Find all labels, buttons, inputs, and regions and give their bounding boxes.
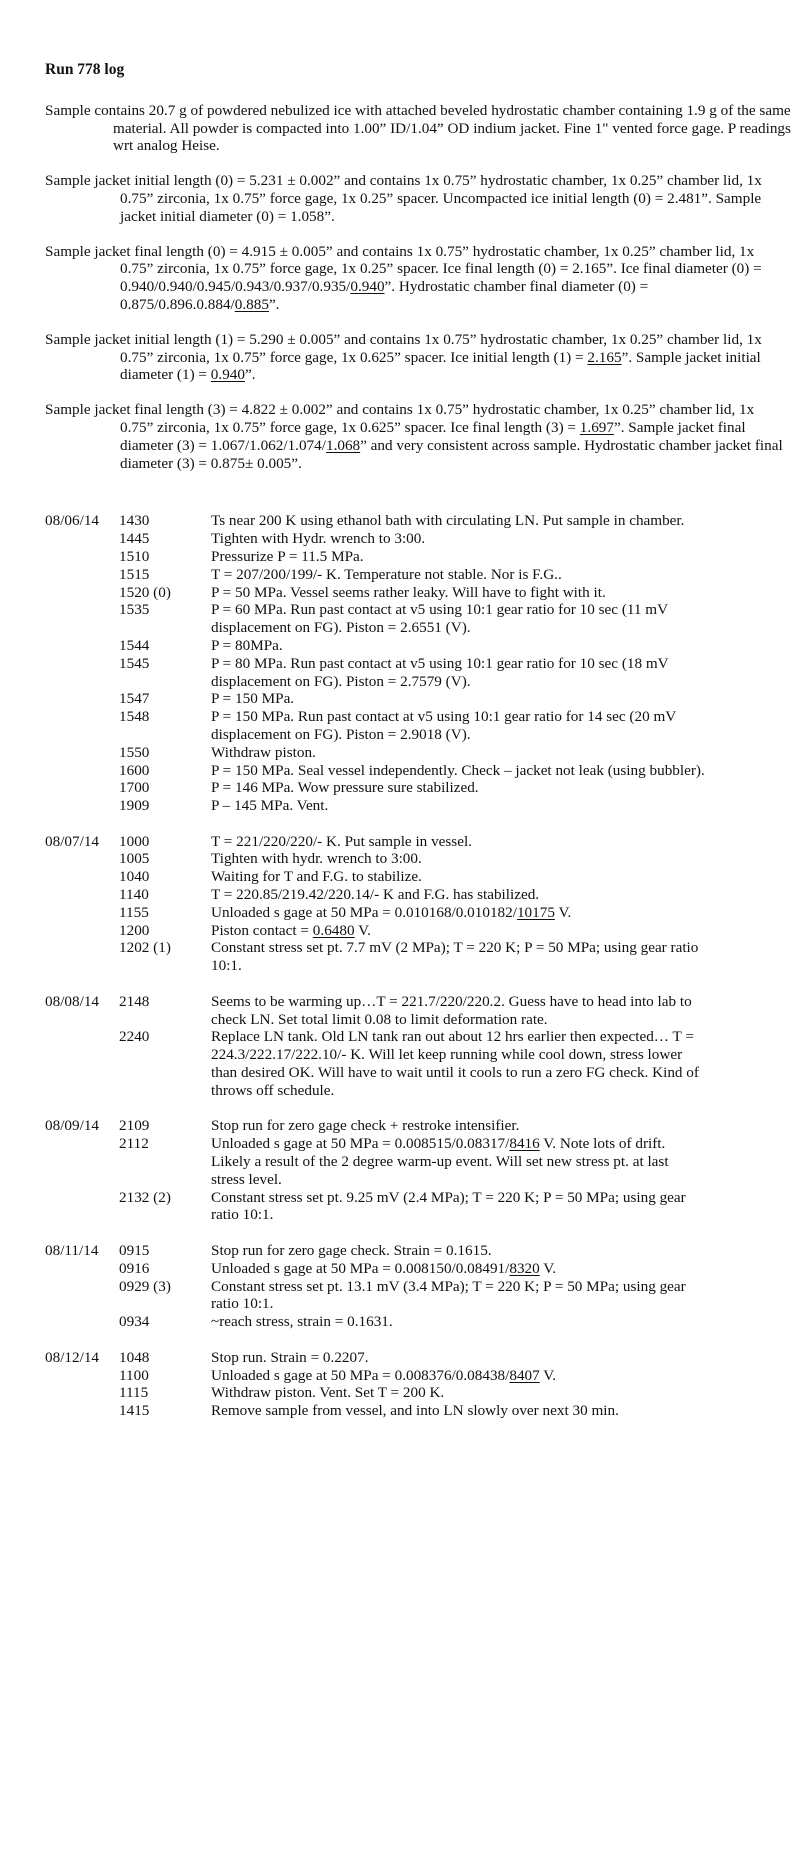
log-text bbox=[211, 1028, 706, 1099]
log-text bbox=[211, 779, 706, 797]
log-text bbox=[211, 566, 706, 584]
text-segment: P = 150 MPa. Seal vessel independently. Check – jacket not leak (using bubbler). bbox=[211, 761, 705, 779]
underlined-value: 8416 bbox=[509, 1135, 540, 1153]
run-log bbox=[45, 512, 785, 1420]
log-entry bbox=[45, 762, 785, 780]
text-segment: P = 150 MPa. bbox=[211, 690, 295, 708]
text-segment: Constant stress set pt. 13.1 mV (3.4 MPa); T = 220 K; P = 50 MPa; using gear ratio 10:1. bbox=[211, 1277, 686, 1313]
log-entry bbox=[45, 601, 785, 637]
log-text bbox=[211, 584, 706, 602]
document-title: Run 778 log bbox=[45, 61, 125, 78]
paragraph-jacket-final-3 bbox=[45, 401, 785, 472]
paragraph-jacket-initial-1 bbox=[45, 331, 780, 384]
log-text bbox=[211, 1367, 706, 1385]
text-segment: ”. bbox=[268, 295, 280, 313]
log-text bbox=[211, 708, 706, 744]
log-entry bbox=[45, 886, 785, 904]
log-time: 1520 (0) bbox=[119, 583, 171, 601]
log-entry bbox=[45, 708, 785, 744]
log-time: 1548 bbox=[119, 708, 150, 726]
log-time: 1545 bbox=[119, 654, 150, 672]
log-text bbox=[211, 1135, 706, 1188]
log-time: 1547 bbox=[119, 690, 150, 708]
log-entry bbox=[45, 1260, 785, 1278]
text-segment: ” and very consistent across sample. Hydrostatic chamber jacket final diameter (3) = 0.875± 0.005”. bbox=[120, 436, 783, 472]
text-segment: T = 220.85/219.42/220.14/- K and F.G. has stabilized. bbox=[211, 886, 540, 904]
text-segment: Ts near 200 K using ethanol bath with circulating LN. Put sample in chamber. bbox=[211, 512, 685, 530]
log-time: 1535 bbox=[119, 601, 150, 619]
log-date: 08/08/14 bbox=[45, 992, 100, 1010]
text-segment: Remove sample from vessel, and into LN slowly over next 30 min. bbox=[211, 1402, 619, 1420]
log-time: 0915 bbox=[119, 1242, 150, 1260]
log-date: 08/06/14 bbox=[45, 512, 100, 530]
log-time: 0934 bbox=[119, 1313, 150, 1331]
text-segment: Sample jacket final length (0) = 4.915 ± 0.005” and contains 1x 0.75” hydrostatic chamber, 1x 0.25” chamber lid, 1x 0.75” zirconia, 1x 0.75” force gage, 1x 0.25” spacer. Ice final length (0) = 2.165”. Ice final diameter (0) = 0.940/0.940/0.945/0.943/0.937/0.935/ bbox=[45, 242, 762, 296]
log-time: 2112 bbox=[119, 1135, 149, 1153]
log-time: 1005 bbox=[119, 850, 150, 868]
log-time: 0929 (3) bbox=[119, 1277, 171, 1295]
log-time: 1155 bbox=[119, 903, 149, 921]
log-time: 1515 bbox=[119, 565, 150, 583]
log-entry bbox=[45, 1384, 785, 1402]
text-segment: V. bbox=[554, 903, 572, 921]
log-text bbox=[211, 512, 706, 530]
log-entry bbox=[45, 548, 785, 566]
text-segment: Unloaded s gage at 50 MPa = 0.008376/0.08438/ bbox=[211, 1366, 510, 1384]
log-text bbox=[211, 850, 706, 868]
log-entry bbox=[45, 904, 785, 922]
log-text bbox=[211, 1189, 706, 1225]
log-text bbox=[211, 601, 706, 637]
text-segment: ”. bbox=[244, 366, 256, 384]
log-entry bbox=[45, 993, 785, 1029]
log-entry bbox=[45, 1117, 785, 1135]
log-text bbox=[211, 1384, 706, 1402]
log-time: 1600 bbox=[119, 761, 150, 779]
underlined-value: 0.940 bbox=[210, 366, 245, 384]
log-text bbox=[211, 1117, 706, 1135]
log-time: 1415 bbox=[119, 1402, 150, 1420]
log-text bbox=[211, 833, 706, 851]
log-time: 1909 bbox=[119, 797, 150, 815]
underlined-value: 1.068 bbox=[325, 436, 361, 454]
log-entry bbox=[45, 1189, 785, 1225]
log-date: 08/12/14 bbox=[45, 1348, 100, 1366]
text-segment: Piston contact = bbox=[211, 921, 313, 939]
underlined-value: 10175 bbox=[516, 903, 555, 921]
log-entry bbox=[45, 1367, 785, 1385]
log-entry bbox=[45, 655, 785, 691]
paragraph-jacket-final-0 bbox=[45, 243, 780, 314]
log-entry bbox=[45, 833, 785, 851]
text-segment: ~reach stress, strain = 0.1631. bbox=[211, 1313, 393, 1331]
log-time: 1202 (1) bbox=[119, 939, 171, 957]
log-entry bbox=[45, 939, 785, 975]
text-segment: P – 145 MPa. Vent. bbox=[211, 797, 329, 815]
log-text bbox=[211, 762, 706, 780]
underlined-value: 8320 bbox=[509, 1259, 540, 1277]
log-text bbox=[211, 939, 706, 975]
text-segment: Stop run. Strain = 0.2207. bbox=[211, 1348, 369, 1366]
log-text bbox=[211, 1349, 706, 1367]
text-segment: P = 146 MPa. Wow pressure sure stabilized. bbox=[211, 779, 479, 797]
log-entry bbox=[45, 1278, 785, 1314]
text-segment: Unloaded s gage at 50 MPa = 0.008150/0.08491/ bbox=[211, 1259, 510, 1277]
log-text bbox=[211, 548, 706, 566]
log-entry bbox=[45, 512, 785, 530]
log-text bbox=[211, 690, 706, 708]
log-text bbox=[211, 886, 706, 904]
log-entry bbox=[45, 1028, 785, 1099]
underlined-value: 0.885 bbox=[234, 295, 269, 313]
text-segment: P = 80 MPa. Run past contact at v5 using 10:1 gear ratio for 10 sec (18 mV displacement on FG). Piston = 2.7579 (V). bbox=[211, 654, 669, 690]
log-time: 1430 bbox=[119, 512, 150, 530]
log-day bbox=[45, 1349, 785, 1420]
log-entry bbox=[45, 530, 785, 548]
text-segment: Replace LN tank. Old LN tank ran out about 12 hrs earlier then expected… T = 224.3/222.17/222.10/- K. Will let keep running while cool down, stress lower than desired OK. Will have to wait until it cools to run a zero FG check. Kind of throws off schedule. bbox=[211, 1028, 699, 1099]
log-time: 1115 bbox=[119, 1384, 149, 1402]
log-entry bbox=[45, 744, 785, 762]
log-time: 2148 bbox=[119, 992, 150, 1010]
log-day bbox=[45, 512, 785, 815]
log-entry bbox=[45, 690, 785, 708]
log-text bbox=[211, 655, 706, 691]
log-time: 2109 bbox=[119, 1117, 150, 1135]
log-entry bbox=[45, 584, 785, 602]
text-segment: V. bbox=[354, 921, 371, 939]
log-text bbox=[211, 1260, 706, 1278]
log-entry bbox=[45, 566, 785, 584]
log-entry bbox=[45, 779, 785, 797]
log-text bbox=[211, 530, 706, 548]
underlined-value: 1.697 bbox=[579, 418, 614, 436]
text-segment: Unloaded s gage at 50 MPa = 0.008515/0.08317/ bbox=[211, 1135, 510, 1153]
log-entry bbox=[45, 1242, 785, 1260]
log-day bbox=[45, 1242, 785, 1331]
log-time: 1700 bbox=[119, 779, 150, 797]
text-segment: T = 221/220/220/- K. Put sample in vessel. bbox=[211, 832, 472, 850]
log-text bbox=[211, 1402, 706, 1420]
log-text bbox=[211, 797, 706, 815]
log-text bbox=[211, 868, 706, 886]
log-entry bbox=[45, 1402, 785, 1420]
log-time: 1200 bbox=[119, 921, 150, 939]
log-text bbox=[211, 1278, 706, 1314]
log-entry bbox=[45, 637, 785, 655]
log-entry bbox=[45, 922, 785, 940]
text-segment: Unloaded s gage at 50 MPa = 0.010168/0.010182/ bbox=[211, 903, 517, 921]
log-time: 0916 bbox=[119, 1259, 150, 1277]
underlined-value: 0.940 bbox=[350, 278, 385, 296]
text-segment: Waiting for T and F.G. to stabilize. bbox=[211, 868, 422, 886]
log-date: 08/07/14 bbox=[45, 832, 100, 850]
log-day bbox=[45, 1117, 785, 1224]
text-segment: Sample jacket final length (3) = 4.822 ± 0.002” and contains 1x 0.75” hydrostatic chamber, 1x 0.25” chamber lid, 1x 0.75” zirconia, 1x 0.75” force gage, 1x 0.625” spacer. Ice final length (3) = bbox=[45, 401, 755, 436]
text-segment: Withdraw piston. Vent. Set T = 200 K. bbox=[211, 1384, 445, 1402]
log-text bbox=[211, 1242, 706, 1260]
log-text bbox=[211, 922, 706, 940]
log-entry bbox=[45, 868, 785, 886]
text-segment: V. bbox=[539, 1259, 557, 1277]
text-segment: Constant stress set pt. 7.7 mV (2 MPa); T = 220 K; P = 50 MPa; using gear ratio 10:1. bbox=[211, 939, 699, 975]
text-segment: ”. Sample jacket final diameter (3) = 1.067/1.062/1.074/ bbox=[120, 418, 746, 454]
log-date: 08/09/14 bbox=[45, 1117, 100, 1135]
log-date: 08/11/14 bbox=[45, 1242, 99, 1260]
log-entry bbox=[45, 1313, 785, 1331]
log-time: 1048 bbox=[119, 1348, 150, 1366]
log-entry bbox=[45, 1135, 785, 1188]
text-segment: Sample contains 20.7 g of powdered nebulized ice with attached beveled hydrostatic chamber containing 1.9 g of the same material. All powder is compacted into 1.00” ID/1.04” OD indium jacket. Fine 1" vented force gage. P readings wrt analog Heise. bbox=[45, 101, 791, 155]
underlined-value: 0.6480 bbox=[312, 921, 355, 939]
underlined-value: 2.165 bbox=[587, 348, 622, 366]
text-segment: Stop run for zero gage check + restroke intensifier. bbox=[211, 1117, 520, 1135]
log-time: 1445 bbox=[119, 530, 150, 548]
text-segment: Seems to be warming up…T = 221.7/220/220.2. Guess have to head into lab to check LN. Set total limit 0.08 to limit deformation rate. bbox=[211, 992, 692, 1028]
text-segment: Pressurize P = 11.5 MPa. bbox=[211, 547, 364, 565]
text-segment: Sample jacket initial length (0) = 5.231 ± 0.002” and contains 1x 0.75” hydrostatic chamber, 1x 0.25” chamber lid, 1x 0.75” zirconia, 1x 0.75” force gage, 1x 0.25” spacer. Uncompacted ice initial length (0) = 2.481”. Sample jacket initial diameter (0) = 1.058”. bbox=[45, 172, 762, 225]
text-segment: Tighten with Hydr. wrench to 3:00. bbox=[211, 530, 426, 548]
text-segment: Stop run for zero gage check. Strain = 0.1615. bbox=[211, 1242, 492, 1260]
text-segment: Withdraw piston. bbox=[211, 743, 316, 761]
text-segment: Tighten with hydr. wrench to 3:00. bbox=[211, 850, 422, 868]
log-text bbox=[211, 1313, 706, 1331]
text-segment: V. bbox=[539, 1366, 557, 1384]
paragraph-sample-contents bbox=[45, 102, 803, 155]
log-time: 1550 bbox=[119, 743, 150, 761]
log-entry bbox=[45, 797, 785, 815]
underlined-value: 8407 bbox=[509, 1366, 540, 1384]
log-entry bbox=[45, 850, 785, 868]
text-segment: P = 50 MPa. Vessel seems rather leaky. Will have to fight with it. bbox=[211, 583, 606, 601]
log-time: 2132 (2) bbox=[119, 1188, 171, 1206]
log-day bbox=[45, 993, 785, 1100]
log-time: 1000 bbox=[119, 832, 150, 850]
text-segment: V. Note lots of drift. Likely a result of the 2 degree warm-up event. Will set new stress pt. at last stress level. bbox=[211, 1135, 669, 1188]
log-text bbox=[211, 993, 706, 1029]
log-entry bbox=[45, 1349, 785, 1367]
sample-description-section bbox=[45, 101, 791, 473]
text-segment: Sample jacket initial length (1) = 5.290 ± 0.005” and contains 1x 0.75” hydrostatic chamber, 1x 0.25” chamber lid, 1x 0.75” zirconia, 1x 0.75” force gage, 1x 0.625” spacer. Ice initial length (1) = bbox=[45, 330, 762, 366]
log-time: 1510 bbox=[119, 547, 150, 565]
log-time: 1040 bbox=[119, 868, 150, 886]
text-segment: Constant stress set pt. 9.25 mV (2.4 MPa); T = 220 K; P = 50 MPa; using gear ratio 10:1. bbox=[211, 1188, 686, 1224]
text-segment: T = 207/200/199/- K. Temperature not stable. Nor is F.G.. bbox=[211, 565, 562, 583]
text-segment: P = 80MPa. bbox=[211, 636, 283, 654]
text-segment: ”. Sample jacket initial diameter (1) = bbox=[120, 348, 761, 384]
paragraph-jacket-initial-0 bbox=[45, 172, 780, 225]
log-time: 2240 bbox=[119, 1028, 150, 1046]
log-time: 1100 bbox=[119, 1366, 149, 1384]
text-segment: ”. Hydrostatic chamber final diameter (0) = 0.875/0.896.0.884/ bbox=[120, 278, 649, 313]
log-text bbox=[211, 637, 706, 655]
log-time: 1140 bbox=[119, 886, 149, 904]
text-segment: P = 150 MPa. Run past contact at v5 using 10:1 gear ratio for 14 sec (20 mV displacement on FG). Piston = 2.9018 (V). bbox=[211, 708, 676, 743]
log-text bbox=[211, 904, 706, 922]
log-day bbox=[45, 833, 785, 975]
text-segment: P = 60 MPa. Run past contact at v5 using 10:1 gear ratio for 10 sec (11 mV displacement on FG). Piston = 2.6551 (V). bbox=[211, 601, 668, 637]
log-text bbox=[211, 744, 706, 762]
log-time: 1544 bbox=[119, 636, 150, 654]
